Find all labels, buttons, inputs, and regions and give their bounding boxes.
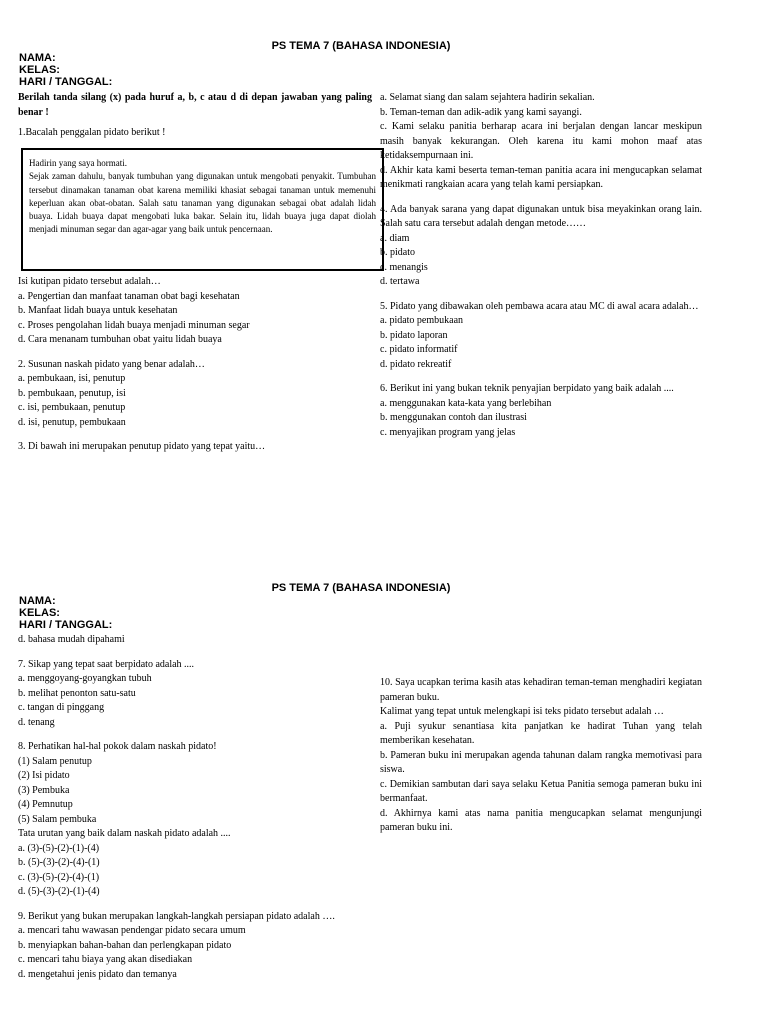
q7-option-a[interactable]: a. menggoyang-goyangkan tubuh — [18, 673, 152, 684]
right-column — [380, 676, 702, 836]
q8-option-a[interactable]: a. (3)-(5)-(2)-(1)-(4) — [18, 842, 100, 854]
q10-option-c[interactable]: c. Demikian sambutan dari saya selaku Ketua Panitia semoga pameran buku ini bermanfaat. — [380, 778, 702, 804]
left-column — [18, 91, 372, 141]
page-title: PS TEMA 7 (BAHASA INDONESIA) — [271, 40, 451, 52]
passage-greeting: Hadirin yang saya hormati. — [29, 158, 127, 168]
left-column-questions — [18, 275, 372, 455]
q8-stem: 8. Perhatikan hal-hal pokok dalam naskah pidato! — [18, 741, 217, 752]
q9-option-d[interactable]: d. mengetahui jenis pidato dan temanya — [18, 968, 177, 980]
q8-item: (3) Pembuka — [18, 784, 70, 796]
q4-option-a[interactable]: a. diam — [380, 232, 410, 244]
q8-item: (5) Salam pembuka — [18, 813, 97, 825]
q8-question: Tata urutan yang baik dalam naskah pidato adalah .... — [18, 828, 231, 839]
name-label: NAMA: — [19, 52, 56, 64]
q8-option-b[interactable]: b. (5)-(3)-(2)-(4)-(1) — [18, 857, 100, 868]
q7-stem: 7. Sikap yang tepat saat berpidato adalah .... — [18, 658, 195, 670]
q1-option-b[interactable]: b. Manfaat lidah buaya untuk kesehatan — [18, 305, 178, 316]
q4-option-d[interactable]: d. tertawa — [380, 276, 420, 287]
q2-option-d[interactable]: d. isi, penutup, pembukaan — [18, 416, 126, 428]
speech-passage-box — [21, 148, 384, 271]
q6-option-d[interactable]: d. bahasa mudah dipahami — [18, 634, 125, 645]
q5-option-c[interactable]: c. pidato informatif — [380, 344, 458, 355]
q6-option-b[interactable]: b. menggunakan contoh dan ilustrasi — [380, 412, 527, 423]
q6-stem: 6. Berikut ini yang bukan teknik penyajian berpidato yang baik adalah .... — [380, 383, 674, 394]
q8-option-c[interactable]: c. (3)-(5)-(2)-(4)-(1) — [18, 871, 100, 883]
class-label: KELAS: — [19, 607, 60, 619]
q10-option-a[interactable]: a. Puji syukur senantiasa kita panjatkan ke hadirat Tuhan yang telah memberikan kesehatan. — [380, 720, 702, 746]
student-info-header — [19, 52, 112, 88]
page-title: PS TEMA 7 (BAHASA INDONESIA) — [271, 582, 451, 594]
q8-option-d[interactable]: d. (5)-(3)-(2)-(1)-(4) — [18, 886, 100, 897]
q3-option-d[interactable]: d. Akhir kata kami beserta teman-teman panitia acara ini mengucapkan selamat menikmati rangkaian acara yang telah kami persiapkan. — [380, 164, 702, 190]
q2-option-b[interactable]: b. pembukaan, penutup, isi — [18, 387, 126, 399]
q3-stem: 3. Di bawah ini merupakan penutup pidato yang tepat yaitu… — [18, 441, 266, 452]
q8-item: (1) Salam penutup — [18, 755, 92, 767]
q4-option-b[interactable]: b. pidato — [380, 247, 415, 258]
q4-option-c[interactable]: c. menangis — [380, 261, 428, 273]
q7-option-b[interactable]: b. melihat penonton satu-satu — [18, 687, 136, 699]
q7-option-d[interactable]: d. tenang — [18, 716, 55, 728]
q3-option-b[interactable]: b. Teman-teman dan adik-adik yang kami sayangi. — [380, 106, 582, 118]
q1-prompt: 1.Bacalah penggalan pidato berikut ! — [18, 127, 166, 138]
worksheet-page-2 — [0, 578, 768, 1024]
q10-option-b[interactable]: b. Pameran buku ini merupakan agenda tahunan dalam rangka memotivasi para siswa. — [380, 749, 702, 775]
q1-option-a[interactable]: a. Pengertian dan manfaat tanaman obat bagi kesehatan — [18, 290, 240, 302]
q3-option-c[interactable]: c. Kami selaku panitia berharap acara ini berjalan dengan lancar meskipun masih banyak kekurangan. Oleh karena itu kami mohon maaf atas ketidaksempurnaan ini. — [380, 121, 702, 161]
q10-option-d[interactable]: d. Akhirnya kami atas nama panitia mengucapkan selamat mengunjungi pameran buku ini. — [380, 807, 702, 833]
q9-option-b[interactable]: b. menyiapkan bahan-bahan dan perlengkapan pidato — [18, 939, 232, 951]
q5-stem: 5. Pidato yang dibawakan oleh pembawa acara atau MC di awal acara adalah… — [380, 300, 699, 312]
date-label: HARI / TANGGAL: — [19, 76, 113, 88]
q8-item: (4) Pemnutup — [18, 799, 73, 810]
date-label: HARI / TANGGAL: — [19, 619, 113, 631]
q10-question: Kalimat yang tepat untuk melengkapi isi teks pidato tersebut adalah … — [380, 706, 664, 717]
q7-option-c[interactable]: c. tangan di pinggang — [18, 702, 105, 713]
q5-option-b[interactable]: b. pidato laporan — [380, 329, 448, 341]
passage-body: Sejak zaman dahulu, banyak tumbuhan yang digunakan untuk mengobati penyakit. Tumbuhan tersebut dinamakan tanaman obat karena memiliki khasiat sebagai tanaman untuk memenuhi keperluan akan obat-obatan. Salah satu tanaman yang digunakan sebagai obat adalah lidah buaya. Lidah buaya dapat mengobati luka bakar. Selain itu, lidah buaya juga dapat diolah menjadi minuman segar dan agar-agar yang baik untuk pencernaan. — [29, 171, 376, 235]
q6-option-a[interactable]: a. menggunakan kata-kata yang berlebihan — [380, 397, 552, 409]
right-column — [380, 91, 702, 440]
q1-stem: Isi kutipan pidato tersebut adalah… — [18, 276, 161, 287]
q5-option-a[interactable]: a. pidato pembukaan — [380, 315, 464, 326]
name-label: NAMA: — [19, 595, 56, 607]
student-info-header — [19, 595, 112, 631]
left-column — [18, 633, 372, 982]
q1-option-d[interactable]: d. Cara menanam tumbuhan obat yaitu lidah buaya — [18, 334, 222, 345]
q10-stem: 10. Saya ucapkan terima kasih atas kehadiran teman-teman menghadiri kegiatan pameran buku. — [380, 677, 702, 703]
class-label: KELAS: — [19, 64, 60, 76]
q4-stem: 4. Ada banyak sarana yang dapat digunakan untuk bisa meyakinkan orang lain. Salah satu cara tersebut adalah dengan metode…… — [380, 203, 702, 229]
q1-option-c[interactable]: c. Proses pengolahan lidah buaya menjadi minuman segar — [18, 319, 250, 331]
q8-item: (2) Isi pidato — [18, 770, 70, 781]
q9-option-a[interactable]: a. mencari tahu wawasan pendengar pidato secara umum — [18, 925, 246, 936]
q2-stem: 2. Susunan naskah pidato yang benar adalah… — [18, 358, 205, 370]
q5-option-d[interactable]: d. pidato rekreatif — [380, 358, 452, 370]
worksheet-page-1 — [0, 0, 768, 500]
instruction: Berilah tanda silang (x) pada huruf a, b, c atau d di depan jawaban yang paling benar ! — [18, 92, 372, 118]
q9-stem: 9. Berikut yang bukan merupakan langkah-langkah persiapan pidato adalah …. — [18, 910, 335, 922]
q2-option-c[interactable]: c. isi, pembukaan, penutup — [18, 402, 126, 413]
q3-option-a[interactable]: a. Selamat siang dan salam sejahtera hadirin sekalian. — [380, 92, 595, 103]
q6-option-c[interactable]: c. menyajikan program yang jelas — [380, 426, 516, 438]
q9-option-c[interactable]: c. mencari tahu biaya yang akan disediakan — [18, 954, 193, 965]
q2-option-a[interactable]: a. pembukaan, isi, penutup — [18, 373, 126, 384]
